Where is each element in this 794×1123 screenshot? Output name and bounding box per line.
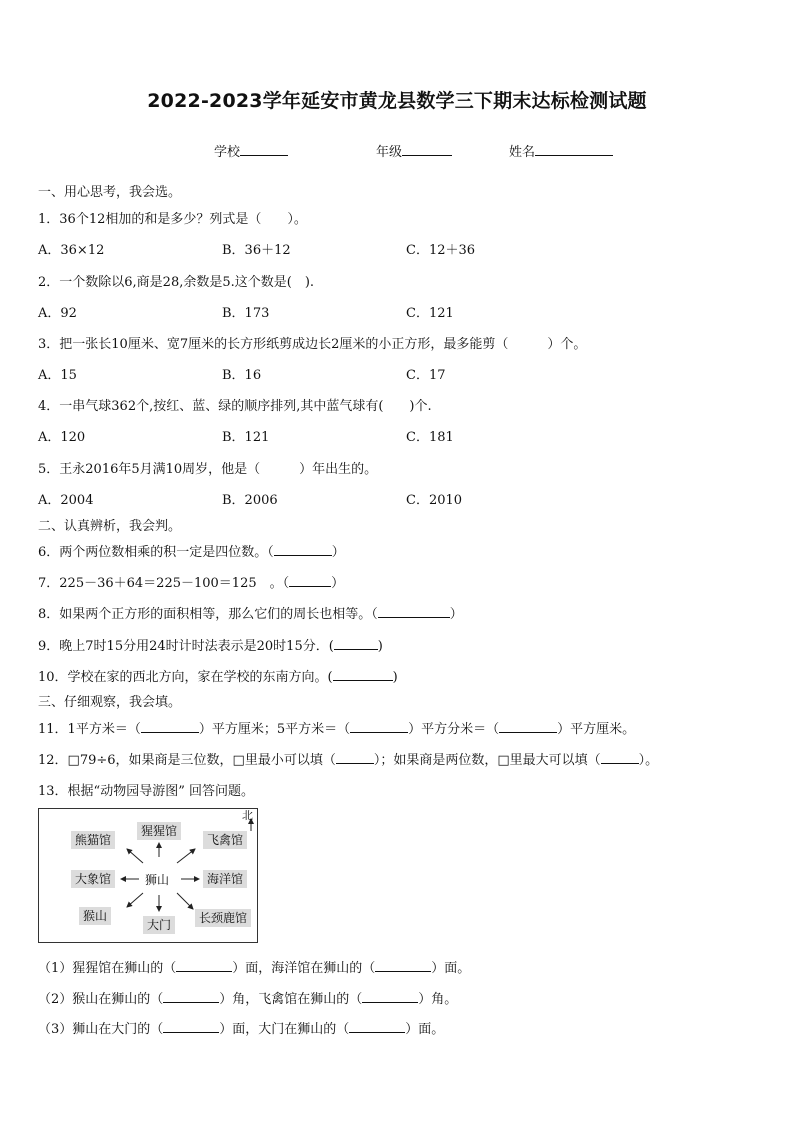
q13-1-part-3: ）面。 — [431, 961, 471, 976]
q3-option-c[interactable]: C．17 — [406, 368, 446, 383]
q12-blank-2[interactable] — [601, 751, 639, 764]
q11-part-3: ）平方分米＝（ — [408, 722, 500, 737]
q13-2-blank-2[interactable] — [362, 990, 418, 1003]
q10-close: ) — [392, 670, 398, 685]
q13-1-part-1: （1）猩猩馆在狮山的（ — [38, 961, 177, 976]
q13-2-part-1: （2）猴山在狮山的（ — [38, 992, 164, 1007]
q8-close: ） — [449, 607, 463, 622]
question-3: 3．把一张长10厘米、宽7厘米的长方形纸剪成边长2厘米的小正方形，最多能剪（ ）个。 — [38, 337, 587, 352]
q13-2-part-2: ）角，飞禽馆在狮山的（ — [219, 992, 363, 1007]
map-monkey-hill: 猴山 — [79, 907, 111, 925]
q13-2-blank-1[interactable] — [163, 990, 219, 1003]
arrow-northwest — [127, 849, 143, 863]
map-bird-hall: 飞禽馆 — [203, 831, 247, 849]
question-1: 1．36个12相加的和是多少？列式是（ ）。 — [38, 212, 307, 227]
q7-text: 7．225－36＋64＝225－100＝125 。（ — [38, 576, 290, 591]
q1-option-c[interactable]: C．12＋36 — [406, 243, 476, 258]
question-10 — [38, 666, 398, 685]
q12-part-2: ）；如果商是两位数，□里最大可以填（ — [373, 753, 601, 768]
q11-blank-1[interactable] — [141, 720, 199, 733]
q9-text: 9．晚上7时15分用24时计时法表示是20时15分．( — [38, 639, 334, 654]
q5-option-b[interactable]: B．2006 — [222, 493, 278, 508]
question-9 — [38, 635, 383, 654]
q10-answer-blank[interactable] — [333, 668, 393, 681]
q12-blank-1[interactable] — [336, 751, 374, 764]
q11-blank-2[interactable] — [350, 720, 408, 733]
north-label: 北 — [242, 809, 253, 822]
q13-1-blank-1[interactable] — [176, 959, 232, 972]
question-4: 4．一串气球362个,按红、蓝、绿的顺序排列,其中蓝气球有( )个. — [38, 399, 432, 414]
map-chimp-hall: 猩猩馆 — [137, 822, 181, 840]
arrow-southwest — [127, 893, 143, 907]
zoo-map — [38, 808, 258, 943]
grade-label: 年级 — [376, 145, 403, 160]
q1-option-b[interactable]: B．36＋12 — [222, 243, 291, 258]
q4-option-a[interactable]: A．120 — [38, 430, 86, 445]
arrow-southeast — [177, 893, 193, 909]
question-13: 13．根据“动物园导游图” 回答问题。 — [38, 784, 254, 799]
question-2: 2．一个数除以6,商是28,余数是5.这个数是( ). — [38, 275, 315, 290]
q7-close: ） — [331, 576, 345, 591]
q6-text: 6．两个两位数相乘的积一定是四位数。（ — [38, 545, 274, 560]
q11-part-2: ）平方厘米；5平方米＝（ — [198, 722, 351, 737]
q5-option-c[interactable]: C．2010 — [406, 493, 463, 508]
section-heading-1: 一、用心思考，我会选。 — [38, 185, 182, 200]
q8-answer-blank[interactable] — [378, 605, 450, 618]
q5-option-a[interactable]: A．2004 — [38, 493, 94, 508]
q11-blank-3[interactable] — [499, 720, 557, 733]
q2-option-c[interactable]: C．121 — [406, 306, 454, 321]
q6-answer-blank[interactable] — [274, 543, 332, 556]
q13-3-part-2: ）面，大门在狮山的（ — [219, 1022, 350, 1037]
q2-option-a[interactable]: A．92 — [38, 306, 77, 321]
name-blank[interactable] — [535, 142, 613, 156]
q8-text: 8．如果两个正方形的面积相等，那么它们的周长也相等。（ — [38, 607, 378, 622]
question-8 — [38, 603, 463, 622]
q13-1-part-2: ）面，海洋馆在狮山的（ — [232, 961, 376, 976]
grade-blank[interactable] — [402, 142, 452, 156]
arrow-northeast — [177, 849, 195, 863]
q3-option-b[interactable]: B．16 — [222, 368, 262, 383]
school-blank[interactable] — [240, 142, 288, 156]
page-title: 2022-2023学年延安市黄龙县数学三下期末达标检测试题 — [147, 90, 647, 112]
q13-3-blank-2[interactable] — [349, 1020, 405, 1033]
q9-answer-blank[interactable] — [334, 637, 378, 650]
q4-option-c[interactable]: C．181 — [406, 430, 454, 445]
q13-3-blank-1[interactable] — [163, 1020, 219, 1033]
q7-answer-blank[interactable] — [289, 574, 331, 587]
q1-option-a[interactable]: A．36×12 — [38, 243, 105, 258]
question-5: 5．王永2016年5月满10周岁，他是（ ）年出生的。 — [38, 462, 378, 477]
q13-3-part-3: ）面。 — [405, 1022, 445, 1037]
q2-option-b[interactable]: B．173 — [222, 306, 270, 321]
q12-part-3: ）。 — [638, 753, 659, 768]
question-13-1 — [38, 957, 470, 976]
question-11 — [38, 718, 635, 737]
q11-part-4: ）平方厘米。 — [557, 722, 636, 737]
question-12 — [38, 749, 658, 768]
question-7 — [38, 572, 344, 591]
map-elephant-hall: 大象馆 — [71, 870, 115, 888]
q4-option-b[interactable]: B．121 — [222, 430, 270, 445]
map-lion-hill: 狮山 — [145, 873, 170, 887]
question-13-3 — [38, 1018, 444, 1037]
q9-close: ) — [377, 639, 383, 654]
question-13-2 — [38, 988, 457, 1007]
q13-1-blank-2[interactable] — [375, 959, 431, 972]
q3-option-a[interactable]: A．15 — [38, 368, 77, 383]
grade-field — [376, 141, 452, 160]
q11-part-1: 11．1平方米＝（ — [38, 722, 141, 737]
question-6 — [38, 541, 345, 560]
map-ocean-hall: 海洋馆 — [203, 870, 247, 888]
section-heading-3: 三、仔细观察，我会填。 — [38, 695, 182, 710]
name-field — [509, 141, 613, 160]
q12-part-1: 12．□79÷6，如果商是三位数，□里最小可以填（ — [38, 753, 336, 768]
section-heading-2: 二、认真辨析，我会判。 — [38, 519, 182, 534]
q10-text: 10．学校在家的西北方向，家在学校的东南方向。( — [38, 670, 333, 685]
school-label: 学校 — [214, 145, 241, 160]
map-giraffe-hall: 长颈鹿馆 — [195, 909, 251, 927]
q13-3-part-1: （3）狮山在大门的（ — [38, 1022, 164, 1037]
q6-close: ） — [331, 545, 345, 560]
school-field — [214, 141, 288, 160]
q13-2-part-3: ）角。 — [418, 992, 458, 1007]
map-panda-hall: 熊猫馆 — [71, 831, 115, 849]
name-label: 姓名 — [509, 145, 536, 160]
map-main-gate: 大门 — [143, 916, 175, 934]
